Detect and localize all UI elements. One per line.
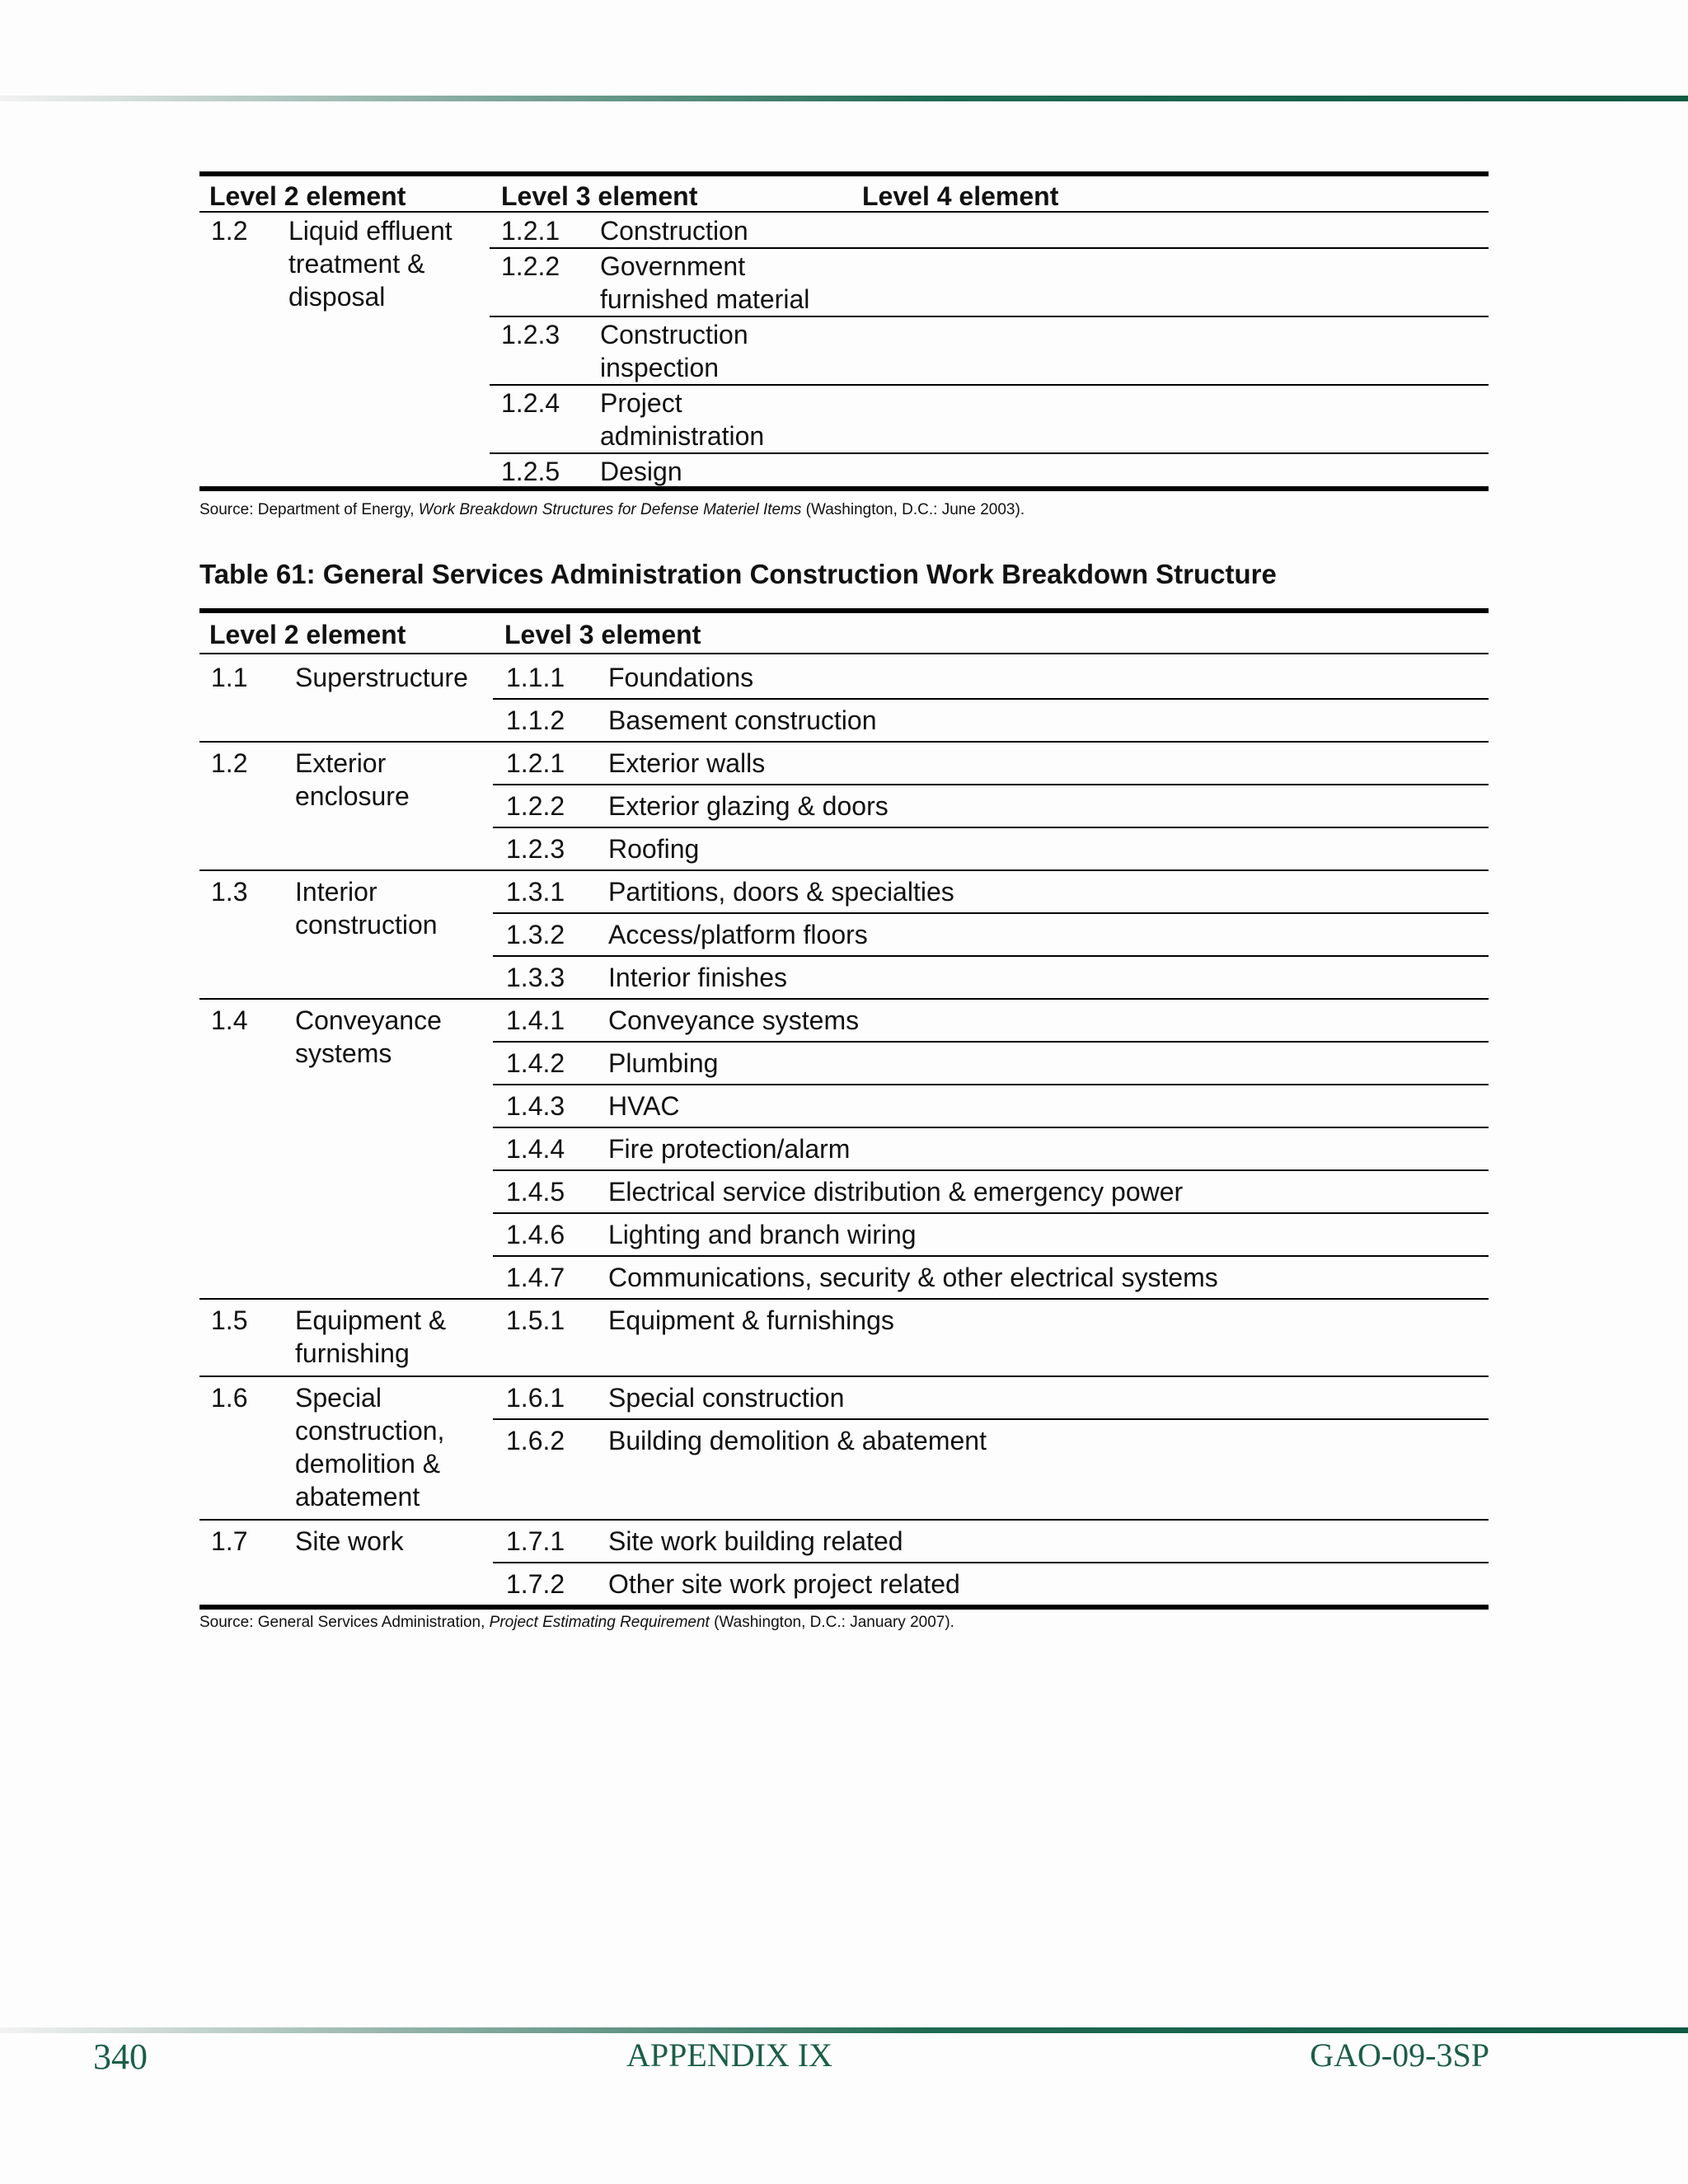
level3-label: Plumbing <box>608 1048 719 1078</box>
level2-label: Site work <box>295 1526 404 1556</box>
level3-number: 1.4.1 <box>506 1005 565 1035</box>
level2-label: Exterior <box>295 748 387 778</box>
level3-number: 1.3.3 <box>506 963 565 992</box>
row-divider <box>490 384 1489 386</box>
level3-number: 1.7.1 <box>506 1526 565 1556</box>
level3-number: 1.2.5 <box>501 457 560 486</box>
header-level2: Level 2 element <box>209 181 406 211</box>
level3-label: inspection <box>600 353 720 382</box>
row-divider <box>493 955 1489 957</box>
level2-label-line: treatment & <box>288 249 425 279</box>
level3-label: Construction <box>600 320 748 349</box>
level2-label: demolition & <box>295 1449 441 1479</box>
level3-number: 1.4.3 <box>506 1091 565 1121</box>
header-rule <box>199 211 1489 213</box>
page-number: 340 <box>93 2036 148 2077</box>
level2-number: 1.6 <box>211 1383 248 1413</box>
header-level4: Level 4 element <box>862 181 1059 211</box>
row-divider <box>493 1212 1489 1214</box>
source-note-table61: Source: General Services Administration, Project Estimating Requirement (Washington, D.C.: January 2007). <box>199 1614 954 1631</box>
row-divider <box>490 452 1489 454</box>
level3-number: 1.2.4 <box>501 388 560 418</box>
level2-number: 1.2 <box>211 748 248 778</box>
level3-label: Conveyance systems <box>608 1005 860 1035</box>
level3-number: 1.2.2 <box>501 251 560 281</box>
level2-label: Interior <box>295 877 377 907</box>
level3-label: Special construction <box>608 1383 845 1413</box>
level2-number: 1.4 <box>211 1005 248 1035</box>
row-divider <box>493 1084 1489 1085</box>
group-divider <box>199 998 1489 1000</box>
level2-label: Superstructure <box>295 663 468 692</box>
level3-number: 1.4.2 <box>506 1048 565 1078</box>
group-divider <box>199 1519 1489 1521</box>
level2-label <box>288 214 452 313</box>
level3-label: Electrical service distribution & emergency power <box>608 1177 1184 1207</box>
level3-number: 1.6.1 <box>506 1383 565 1413</box>
row-divider <box>493 1562 1489 1563</box>
table-bottom-rule <box>199 486 1489 491</box>
level3-number: 1.2.3 <box>501 320 560 349</box>
source-note-table60: Source: Department of Energy, Work Breakdown Structures for Defense Materiel Items (Washington, D.C.: June 2003). <box>199 501 1025 518</box>
level2-number: 1.5 <box>211 1305 248 1335</box>
level3-number: 1.5.1 <box>506 1305 565 1335</box>
level2-label: construction, <box>295 1416 445 1446</box>
group-divider <box>199 1376 1489 1377</box>
header-rule <box>0 96 1688 101</box>
row-divider <box>493 912 1489 914</box>
row-divider <box>493 1169 1489 1171</box>
row-divider <box>493 1418 1489 1420</box>
table-top-rule <box>199 608 1489 613</box>
level3-label: Building demolition & abatement <box>608 1426 987 1455</box>
level2-label-line: Liquid effluent <box>288 216 452 246</box>
level3-label: Exterior glazing & doors <box>608 791 889 821</box>
level3-label: Communications, security & other electrical systems <box>608 1263 1218 1292</box>
document-number: GAO-09-3SP <box>1310 2036 1489 2074</box>
footer-rule <box>0 2027 1688 2033</box>
level2-label: systems <box>295 1038 392 1068</box>
level3-number: 1.2.3 <box>506 834 565 864</box>
level3-number: 1.6.2 <box>506 1426 565 1455</box>
group-divider <box>199 741 1489 743</box>
level3-number: 1.2.2 <box>506 791 565 821</box>
level3-label: Equipment & furnishings <box>608 1305 894 1335</box>
level3-number: 1.3.2 <box>506 920 565 949</box>
level2-label: Equipment & <box>295 1305 447 1335</box>
level3-number: 1.3.1 <box>506 877 565 907</box>
level3-label: Basement construction <box>608 705 877 735</box>
level3-label: Access/platform floors <box>608 920 868 949</box>
level3-number: 1.4.4 <box>506 1134 565 1164</box>
level3-number: 1.4.5 <box>506 1177 565 1207</box>
level3-label: Government <box>600 251 746 281</box>
level2-label-line: disposal <box>288 282 386 312</box>
level3-label: Fire protection/alarm <box>608 1134 851 1164</box>
level2-number: 1.3 <box>211 877 248 907</box>
level3-number: 1.4.7 <box>506 1263 565 1292</box>
header-level2: Level 2 element <box>209 620 406 649</box>
level2-label: furnishing <box>295 1338 410 1368</box>
row-divider <box>490 316 1489 317</box>
level3-label: Interior finishes <box>608 963 787 992</box>
section-label: APPENDIX IX <box>626 2036 832 2074</box>
level3-label: Other site work project related <box>608 1569 960 1599</box>
level3-label: furnished material <box>600 284 810 314</box>
level3-label: Partitions, doors & specialties <box>608 877 954 907</box>
table-61 <box>199 608 1489 1605</box>
table-top-rule <box>199 171 1489 176</box>
row-divider <box>490 247 1489 249</box>
level3-label: Lighting and branch wiring <box>608 1220 917 1249</box>
level3-label: Project <box>600 388 682 418</box>
row-divider <box>493 1255 1489 1257</box>
group-divider <box>199 869 1489 871</box>
row-divider <box>493 827 1489 828</box>
table-60 <box>199 171 1489 493</box>
level3-label: Design <box>600 457 682 486</box>
level2-label: Special <box>295 1383 382 1413</box>
level2-number: 1.1 <box>211 663 248 692</box>
level2-number: 1.7 <box>211 1526 248 1556</box>
header-level3: Level 3 element <box>501 181 698 211</box>
level3-label: Construction <box>600 216 748 246</box>
table-bottom-rule <box>199 1605 1489 1610</box>
level3-label: Exterior walls <box>608 748 766 778</box>
group-divider <box>199 1298 1489 1300</box>
level3-number: 1.4.6 <box>506 1220 565 1249</box>
table-61-caption: Table 61: General Services Administration Construction Work Breakdown Structure <box>199 559 1277 589</box>
level3-label: Roofing <box>608 834 700 864</box>
row-divider <box>493 1127 1489 1128</box>
level2-number: 1.2 <box>211 216 248 246</box>
header-level3: Level 3 element <box>504 620 701 649</box>
level3-number: 1.2.1 <box>501 216 560 246</box>
row-divider <box>493 784 1489 785</box>
level3-number: 1.7.2 <box>506 1569 565 1599</box>
level3-label: Foundations <box>608 663 754 692</box>
level2-label: abatement <box>295 1482 420 1511</box>
level3-label: HVAC <box>608 1091 680 1121</box>
level3-number: 1.1.1 <box>506 663 565 692</box>
header-rule <box>199 653 1489 654</box>
row-divider <box>493 698 1489 700</box>
level2-label: Conveyance <box>295 1005 442 1035</box>
level3-number: 1.1.2 <box>506 705 565 735</box>
level3-label: Site work building related <box>608 1526 903 1556</box>
level2-label: enclosure <box>295 781 410 811</box>
level3-number: 1.2.1 <box>506 748 565 778</box>
level2-label: construction <box>295 910 438 940</box>
level3-label: administration <box>600 421 765 451</box>
row-divider <box>493 1041 1489 1043</box>
